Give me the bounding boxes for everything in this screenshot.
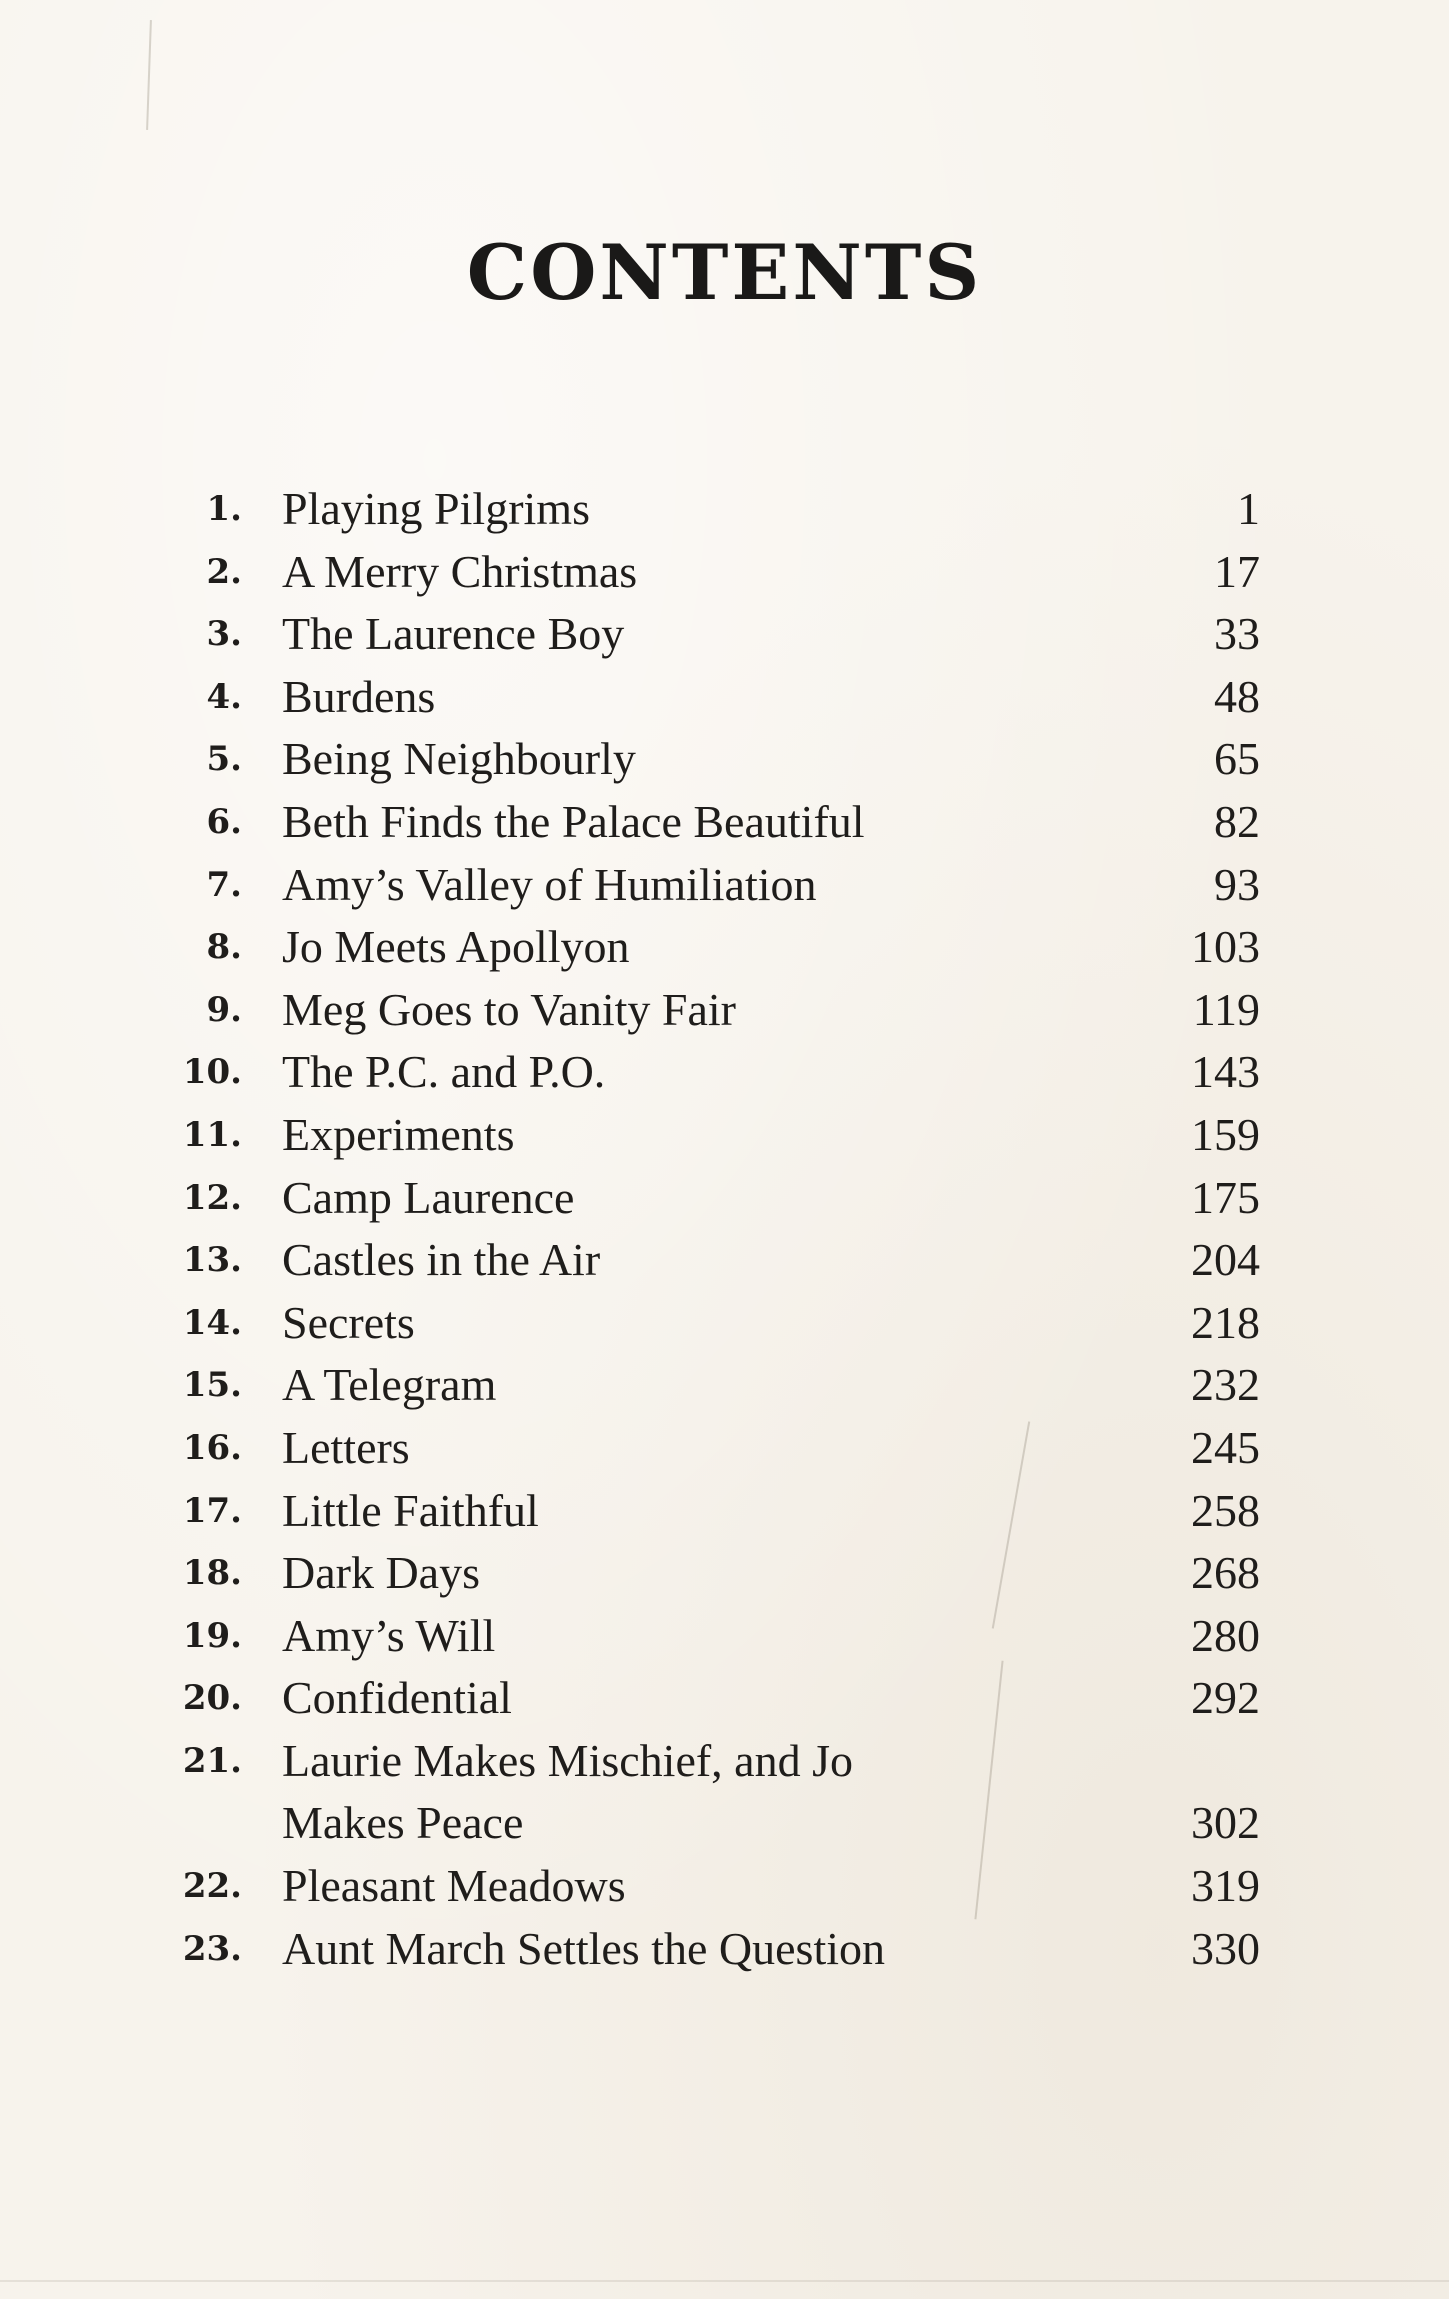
- page-number: 280: [1191, 1609, 1260, 1661]
- page-number: 175: [1191, 1171, 1260, 1223]
- chapter-title: Being Neighbourly: [282, 733, 636, 785]
- page-number: 218: [1191, 1296, 1260, 1348]
- chapter-number: 4.: [206, 676, 242, 717]
- chapter-number: 21.: [182, 1740, 242, 1781]
- toc-entry: [140, 728, 1260, 791]
- chapter-title: Burdens: [282, 670, 436, 722]
- chapter-number: 5.: [206, 739, 242, 780]
- page-number: 268: [1191, 1547, 1260, 1599]
- chapter-number: 19.: [182, 1615, 242, 1656]
- chapter-number: 3.: [206, 614, 242, 655]
- chapter-number: 14.: [182, 1302, 242, 1343]
- chapter-number: 1.: [206, 489, 242, 529]
- page-number: 232: [1191, 1359, 1260, 1411]
- chapter-title: Secrets: [282, 1296, 415, 1348]
- paper-edge: [0, 2280, 1449, 2282]
- toc-entry: [140, 1855, 1260, 1918]
- chapter-number: 16.: [182, 1427, 242, 1468]
- page-number: 119: [1192, 983, 1260, 1035]
- toc-entry: [140, 854, 1260, 917]
- chapter-title-continued: Makes Peace: [282, 1797, 524, 1849]
- chapter-number: 11.: [182, 1114, 242, 1155]
- chapter-title: Dark Days: [282, 1547, 480, 1599]
- chapter-number: 22.: [182, 1866, 242, 1907]
- chapter-title: Letters: [282, 1421, 410, 1473]
- chapter-title: A Merry Christmas: [282, 545, 638, 597]
- table-of-contents: [140, 478, 1260, 1980]
- toc-entry: [140, 1480, 1260, 1543]
- chapter-title: Little Faithful: [282, 1484, 539, 1536]
- toc-entry: [140, 1292, 1260, 1355]
- chapter-title: Playing Pilgrims: [282, 483, 590, 534]
- page-number: 204: [1191, 1234, 1260, 1286]
- page-number: 65: [1214, 733, 1260, 785]
- page-number: 48: [1214, 670, 1260, 722]
- toc-entry: [140, 979, 1260, 1042]
- toc-entry: [140, 541, 1260, 604]
- chapter-title: Pleasant Meadows: [282, 1860, 626, 1912]
- toc-entry: [140, 603, 1260, 666]
- toc-entry: [140, 1167, 1260, 1230]
- toc-entry: [140, 1229, 1260, 1292]
- page-title: CONTENTS: [466, 228, 983, 317]
- chapter-title: Camp Laurence: [282, 1171, 575, 1223]
- chapter-title: Meg Goes to Vanity Fair: [282, 983, 737, 1035]
- chapter-title: Experiments: [282, 1108, 515, 1160]
- toc-entry: [140, 1354, 1260, 1417]
- chapter-number: 12.: [182, 1177, 242, 1218]
- toc-entry: [140, 1542, 1260, 1605]
- toc-entry: [140, 1918, 1260, 1981]
- page-number: 292: [1191, 1672, 1260, 1724]
- toc-entry: [140, 1041, 1260, 1104]
- chapter-number: 23.: [182, 1928, 242, 1969]
- chapter-title: Laurie Makes Mischief, and Jo: [282, 1734, 854, 1786]
- chapter-title: Amy’s Valley of Humiliation: [282, 858, 817, 910]
- page-number: 82: [1214, 795, 1260, 847]
- chapter-number: 20.: [182, 1678, 242, 1719]
- chapter-number: 7.: [206, 864, 242, 905]
- chapter-number: 8.: [206, 927, 242, 968]
- toc-entry: [140, 478, 1260, 541]
- toc-entry: [140, 666, 1260, 729]
- page-number: 159: [1191, 1108, 1260, 1160]
- page-number: 319: [1191, 1860, 1260, 1912]
- chapter-title: The P.C. and P.O.: [282, 1046, 606, 1098]
- page-number: 1: [1237, 483, 1260, 534]
- toc-entry: [140, 791, 1260, 854]
- toc-entry: [140, 1730, 1260, 1855]
- chapter-title: The Laurence Boy: [282, 608, 625, 660]
- chapter-title: Jo Meets Apollyon: [282, 921, 630, 973]
- toc-entry: [140, 1104, 1260, 1167]
- toc-entry: [140, 1417, 1260, 1480]
- chapter-number: 17.: [182, 1490, 242, 1531]
- chapter-title: Castles in the Air: [282, 1234, 601, 1286]
- chapter-number: 9.: [206, 989, 242, 1030]
- chapter-number: 18.: [182, 1553, 242, 1594]
- page-number: 93: [1214, 858, 1260, 910]
- chapter-number: 15.: [182, 1365, 242, 1406]
- page-number: 143: [1191, 1046, 1260, 1098]
- chapter-title: Amy’s Will: [282, 1609, 496, 1661]
- chapter-number: 6.: [206, 801, 242, 842]
- chapter-title: A Telegram: [282, 1359, 497, 1411]
- page-number: 330: [1191, 1922, 1260, 1974]
- page-number: 103: [1191, 921, 1260, 973]
- page-number: 245: [1191, 1421, 1260, 1473]
- page-number: 258: [1191, 1484, 1260, 1536]
- page-number: 33: [1214, 608, 1260, 660]
- chapter-title: Beth Finds the Palace Beautiful: [282, 795, 865, 847]
- toc-entry: [140, 1667, 1260, 1730]
- chapter-title: Confidential: [282, 1672, 512, 1724]
- page-number: 17: [1214, 545, 1260, 597]
- chapter-title: Aunt March Settles the Question: [282, 1922, 886, 1974]
- page-number: 302: [1191, 1797, 1260, 1849]
- toc-entry: [140, 1605, 1260, 1668]
- chapter-number: 13.: [182, 1240, 242, 1281]
- chapter-number: 2.: [206, 551, 242, 592]
- toc-entry: [140, 916, 1260, 979]
- chapter-number: 10.: [182, 1052, 242, 1093]
